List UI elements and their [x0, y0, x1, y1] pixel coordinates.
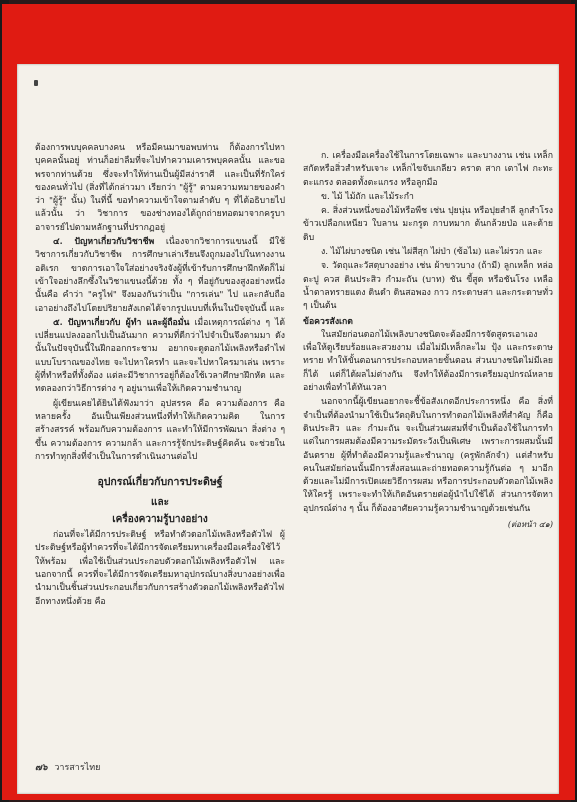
continued-note: (ต่อหน้า ๔๑) [507, 520, 553, 530]
section-heading: อุปกรณ์เกี่ยวกับการประดิษฐ์ [97, 476, 223, 489]
list-item: ค. สิ่งส่วนหนึ่งของไม้หรือพืช เช่น ปุยนุ่น หรือปุยสำลี ลูกสำโรง ข้าวเปลือกเหนียว ใบลาน มะกรูด กาบหมาก ต้นกล้วยป่อ และด้ายดิบ [303, 206, 553, 243]
paragraph: นอกจากนี้ผู้เขียนอยากจะชี้ข้อสังเกตอีกประการหนึ่ง คือ สิ่งที่จำเป็นที่ต้องนำมาใช้เป็นวัตถุดิบในการทำดอกไม้เพลิงที่สำคัญ ก็คือ ดินประสิว และ กำมะถัน จะเป็นส่วนผสมที่จำเป็นต้องใช้ในการทำ แต่ในการผสมต้องมีความระมัดระวังเป็นพิเศษ เพราะการผสมนั้นมีอันตราย ผู้ที่ทำต้องมีความรู้และชำนาญ (ครูพักลักจำ) แต่สำหรับคนในสมัยก่อนนั้นมีการสั่งสอนและถ่ายทอดความรู้กันต่อ ๆ มาอีกด้วยและไม่มีการเปิดเผยวิธีการผสม หรือการประกอบตัวดอกไม้เพลิงให้ใครรู้ เพราะจะทำให้เกิดอันตรายต่อผู้นำไปใช้ได้ ส่วนการจัดหาอุปกรณ์ต่าง ๆ นั้น ก็ต้องอาศัยความรู้ความชำนาญด้วยเช่นกัน [303, 397, 553, 514]
section-title: ข้อควรสังเกต [303, 316, 353, 327]
paragraph [35, 317, 285, 397]
item-number: ๔. ปัญหาเกี่ยวกับวิชาชีพ [53, 237, 155, 248]
item-number: ๕. ปัญหาเกี่ยวกับ ผู้ทำ และผู้ถือมั่น [53, 317, 190, 328]
paragraph: ผู้เขียนเคยได้ยินได้ฟังมาว่า อุปสรรค คือ ความต้องการ คือ หลายครั้ง อันเป็นเพียงส่วนหนึ่งที่ทำให้เกิดความคิด ในการสร้างสรรค์ พร้อมกับความต้องการ และทำให้มีการพัฒนา สิ่งต่าง ๆ ขึ้น ความต้องการ ความกล้า และการรู้จักประดิษฐ์คิดค้น จะช่วยในการทำทุกสิ่งที่จำเป็นในการดำเนินงานต่อไป [35, 398, 285, 462]
right-column [303, 150, 553, 531]
list-item: ข. ไม้ ไม้ถัก และไม้ระกำ [321, 191, 414, 202]
item-text: เมื่อเหตุการณ์ต่าง ๆ ได้เปลี่ยนแปลงออกไปเป็นอันมาก ความที่ดีกว่าไปจำเป็นจึงตามมา ดังนั้นในปัจจุบันนี้ในฝีกออกกระชาม อยากจะดูดอกไม้เพลิงหรือดำไฟแบบโบราณของไทย จะไปหาใครทำ และจะไปหาใครมาเล่น เพราะผู้ที่ทำหรือที่ทั้งต้อง แต่ละมีวิชาการอยู่ก็ต้องใช้เวลาศึกษาฝึกหัด และทดลองกว่าวิธีการต่าง ๆ อยู่นานเพื่อให้เกิดความชำนาญ [35, 317, 286, 395]
section-heading-connector: และ [151, 497, 169, 509]
publication-name: วารสารไทย [54, 763, 101, 773]
paragraph: ในสมัยก่อนดอกไม้เพลิงบางชนิดจะต้องมีการจัดสูตรเอาเอง เพื่อให้ดูเรียบร้อยและสวยงาม เมื่อไม่มีเหล็กละไม ปุ้ง และกระดาษทราย ทำให้ขั้นตอนการประกอบหลายขั้นตอน ส่วนบางชนิดไม่มีเลยก็ได้ แต่ก็ได้ผลไม่ต่างกัน จึงทำให้ต้องมีการเตรียมอุปกรณ์หลายอย่างเพื่อทำได้ทันเวลา [303, 329, 553, 394]
paragraph: ต้องการพบบุคคลบางคน หรือมีคนมาขอพบท่าน ก็ต้องการไปหาบุคคลนั้นอยู่ ท่านก็อย่าลืมที่จะไปทำความเคารพบุคคลนั้น และขอพรจากท่านด้วย ซึ่งจะทำให้ท่านเป็นผู้มีสง่าราศี และเป็นที่รักใคร่ของคนทั่วไป (สิ่งที่ได้กล่าวมา เรียกว่า "ผู้รู้" ตามความหมายของคำว่า "ผู้รู้" นั้น) ในที่นี้ ขอทำความเข้าใจตามลำดับ ๆ ที่ได้อธิบายไปแล้วนั้น ว่า วิชาการ ของช่างทองได้ถูกถ่ายทอดมาจากครูบาอาจารย์ไปตามหลักฐานที่ปรากฏอยู่ [35, 143, 285, 233]
page-mark [34, 80, 38, 86]
section-heading: เครื่องความรู้บางอย่าง [112, 514, 208, 526]
list-item: ก. เครื่องมือเครื่องใช้ในการโดยเฉพาะ และบางงาน เช่น เหล็กสกัดหรือสิ่วสำหรับเจาะ เหล็กไขจับเกลียว คราด สาก เตาไฟ กะทะ ตะแกรง ตลอดทั้งตะแกรง หรือลูกมือ [303, 151, 553, 188]
item-text: เนื่องจากวิชาการแขนงนี้ มีใช้วิชาการเกี่ยวกับวิชาชีพ การศึกษาเล่าเรียนจึงถูกมองไปในทางงานอดิเรก ขาดการเอาใจใส่อย่างจริงจังผู้ที่เข้ารับการศึกษาฝึกหัดก็ไม่เข้าใจอย่างลึกซึ้งในวิชาแขนงนี้ด้วย ทั้ง ๆ ที่อยู่กับของสูงอย่างหนึ่งนั้นคือ คำว่า "ครูไฟ" จึงมองกันว่าเป็น "การเล่น" ไป และกลับถือเอาอย่างถึงไปโดยปริยายสังเกตได้จากรูปแบบที่เห็นในปัจจุบันนี้ และ [35, 237, 285, 314]
paragraph: ก่อนที่จะได้มีการประดิษฐ์ หรือทำตัวดอกไม้เพลิงหรือตัวไฟ ผู้ประดิษฐ์หรือผู้ทำควรที่จะได้มีการจัดเตรียมหาเครื่องมือเครื่องใช้ไว้ให้พร้อม เพื่อใช้เป็นส่วนประกอบตัวดอกไม้เพลิงหรือตัวไฟ และนอกจากนี้ ควรที่จะได้มีการจัดเตรียมหาอุปกรณ์บางสิ่งบางอย่างเพื่อนำมาเป็นชิ้นส่วนประกอบเกี่ยวกับการสร้างตัวดอกไม้เพลิงหรือตัวไฟ อีกทางหนึ่งด้วย คือ [35, 530, 285, 607]
page-number: ๗๖ [35, 763, 48, 773]
page-footer [35, 760, 100, 774]
paragraph [35, 236, 285, 316]
list-item: ง. ไม้ไผ่บางชนิด เช่น ไผ่สีสุก ไผ่ป่า (ซ้อไม) และไผ่รวก และ [321, 247, 543, 258]
left-column [35, 142, 285, 610]
list-item: จ. วัตถุและวัสดุบางอย่าง เช่น ผ้าขาวบาง (ถ้ามี) ลูกเหล็ก หล่อ ตะปู ควส ดินประสิว กำมะถัน (บาท) ชัน ขี้สูด หรือชันโรง เหลือ น้ำตาลทรายแดง ดินดำ ดินสอพอง กาว กระดาษสา และกระดาษทั่ว ๆ เป็นต้น [303, 261, 553, 312]
